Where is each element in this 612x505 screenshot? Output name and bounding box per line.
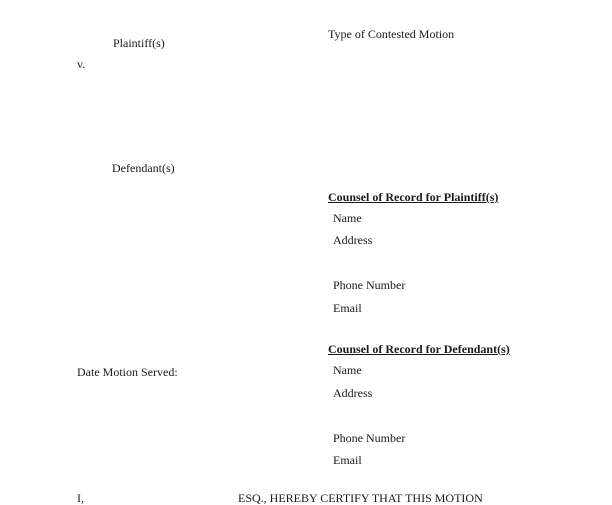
certification-statement: ESQ., HEREBY CERTIFY THAT THIS MOTION	[238, 491, 483, 505]
plaintiff-counsel-name: Name	[333, 211, 362, 225]
defendant-counsel-address: Address	[333, 386, 373, 400]
defendant-counsel-name: Name	[333, 363, 362, 377]
defendant-counsel-phone: Phone Number	[333, 431, 406, 445]
versus-label: v.	[77, 57, 86, 71]
plaintiff-counsel-phone: Phone Number	[333, 278, 406, 292]
date-motion-served-label: Date Motion Served:	[77, 365, 178, 379]
plaintiff-counsel-email: Email	[333, 301, 362, 315]
certification-lead: I,	[77, 491, 84, 505]
plaintiff-counsel-address: Address	[333, 233, 373, 247]
plaintiff-counsel-heading: Counsel of Record for Plaintiff(s)	[328, 190, 499, 204]
motion-type-label: Type of Contested Motion	[328, 27, 455, 41]
defendant-counsel-heading: Counsel of Record for Defendant(s)	[328, 342, 510, 356]
defendant-counsel-email: Email	[333, 453, 362, 467]
plaintiff-label: Plaintiff(s)	[113, 36, 165, 50]
defendant-label: Defendant(s)	[112, 161, 175, 175]
